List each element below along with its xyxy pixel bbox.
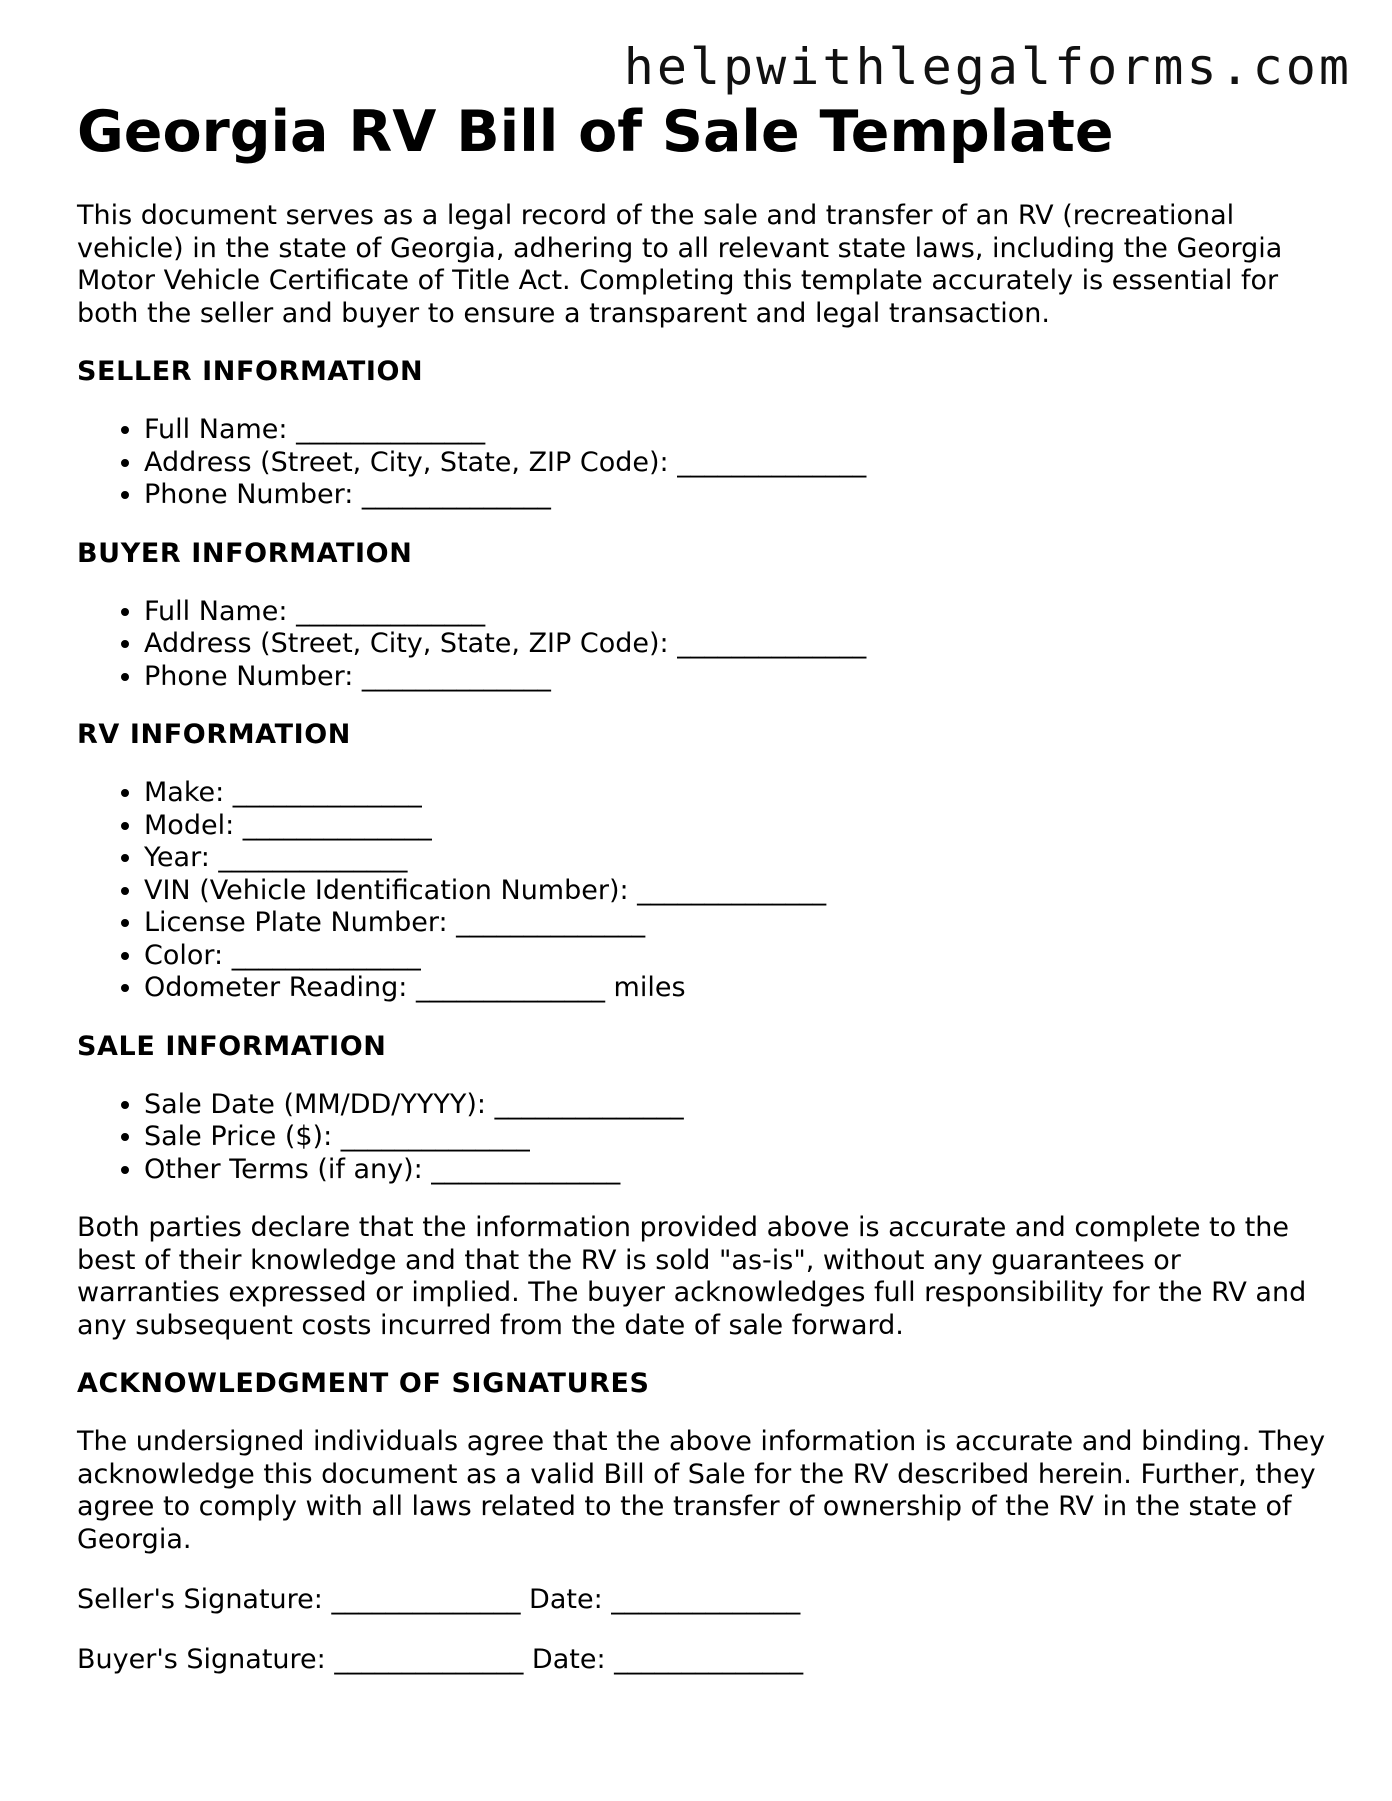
- page-title: Georgia RV Bill of Sale Template: [77, 99, 1114, 165]
- seller-full-name: • Full Name: ______________: [144, 414, 1327, 447]
- seller-address: • Address (Street, City, State, ZIP Code): ______________: [144, 447, 1327, 480]
- rv-odometer: • Odometer Reading: ______________ miles: [144, 972, 1327, 1005]
- buyer-phone: • Phone Number: ______________: [144, 661, 1327, 694]
- seller-phone: • Phone Number: ______________: [144, 479, 1327, 512]
- buyer-heading: BUYER INFORMATION: [77, 537, 413, 569]
- rv-license-plate: • License Plate Number: ______________: [144, 907, 1327, 940]
- declaration-paragraph: Both parties declare that the information provided above is accurate and complete to the best of their knowledge and that the RV is sold "as-is", without any guarantees or warranties expressed or implied. The buyer acknowledges full responsibility for the RV and any subsequent costs incurred from the date of sale forward.: [77, 1212, 1307, 1341]
- acknowledgment-heading: ACKNOWLEDGMENT OF SIGNATURES: [77, 1368, 650, 1399]
- buyer-list: [77, 596, 1327, 694]
- acknowledgment-paragraph: The undersigned individuals agree that the above information is accurate and binding. They acknowledge this document as a valid Bill of Sale for the RV described herein. Further, they agree to comply with all laws related to the transfer of ownership of the RV in the state of Georgia.: [77, 1426, 1326, 1555]
- rv-make: • Make: ______________: [144, 777, 1327, 810]
- watermark: helpwithlegalforms.com: [623, 38, 1352, 96]
- seller-signature-line: Seller's Signature: ______________ Date: ______________: [77, 1584, 801, 1615]
- rv-list: [77, 777, 1327, 1005]
- sale-heading: SALE INFORMATION: [77, 1030, 387, 1062]
- rv-model: • Model: ______________: [144, 810, 1327, 843]
- buyer-full-name: • Full Name: ______________: [144, 596, 1327, 629]
- buyer-signature-line: Buyer's Signature: ______________ Date: ______________: [77, 1643, 804, 1675]
- rv-vin: • VIN (Vehicle Identification Number): ______________: [144, 875, 1327, 908]
- intro-paragraph: This document serves as a legal record of the sale and transfer of an RV (recreational vehicle) in the state of Georgia, adhering to all relevant state laws, including the Georgia Motor Vehicle Certificate of Title Act. Completing this template accurately is essential for both the seller and buyer to ensure a transparent and legal transaction.: [77, 200, 1283, 329]
- buyer-address: • Address (Street, City, State, ZIP Code): ______________: [144, 628, 1327, 661]
- sale-other-terms: • Other Terms (if any): ______________: [144, 1154, 1327, 1187]
- sale-price: • Sale Price ($): ______________: [144, 1121, 1327, 1154]
- seller-list: [77, 414, 1327, 512]
- rv-heading: RV INFORMATION: [77, 719, 351, 750]
- sale-list: [77, 1089, 1327, 1187]
- seller-heading: SELLER INFORMATION: [77, 356, 424, 387]
- rv-year: • Year: ______________: [144, 842, 1327, 875]
- rv-color: • Color: ______________: [144, 940, 1327, 973]
- sale-date: • Sale Date (MM/DD/YYYY): ______________: [144, 1089, 1327, 1122]
- document-page: [77, 98, 1327, 1703]
